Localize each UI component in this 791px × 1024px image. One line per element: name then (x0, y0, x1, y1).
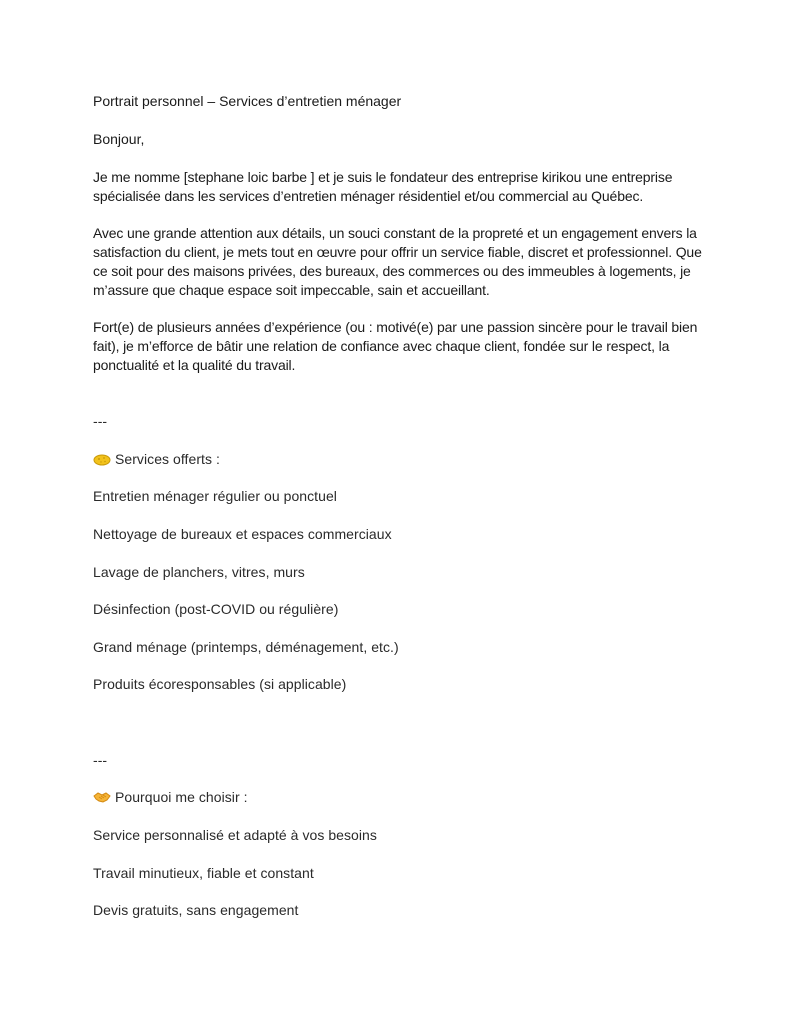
separator: --- (93, 752, 108, 768)
why-heading-label: Pourquoi me choisir : (115, 789, 248, 805)
services-heading (93, 450, 220, 469)
attention-paragraph: Avec une grande attention aux détails, un souci constant de la propreté et un engagement envers la satisfaction du client, je mets tout en œuvre pour offrir un service fiable, discret et professionnel. Que ce soit pour des maisons privées, des bureaux, des commerces ou des immeubles à logements, je m’assure que chaque espace soit impeccable, sain et accueillant. (93, 225, 702, 298)
list-item: Grand ménage (printemps, déménagement, etc.) (93, 639, 399, 655)
separator: --- (93, 413, 108, 429)
list-item: Produits écoresponsables (si applicable) (93, 676, 347, 692)
list-item: Devis gratuits, sans engagement (93, 902, 299, 918)
intro-paragraph: Je me nomme [stephane loic barbe ] et je suis le fondateur des entreprise kirikou une entreprise spécialisée dans les services d’entretien ménager résidentiel et/ou commercial au Québec. (93, 169, 673, 204)
list-item: Lavage de planchers, vitres, murs (93, 564, 305, 580)
greeting: Bonjour, (93, 131, 145, 147)
experience-paragraph: Fort(e) de plusieurs années d’expérience (ou : motivé(e) par une passion sincère pour le travail bien fait), je m’efforce de bâtir une relation de confiance avec chaque client, fondée sur le respect, la ponctualité et la qualité du travail. (93, 319, 698, 373)
handshake-icon (93, 790, 111, 804)
list-item: Nettoyage de bureaux et espaces commerciaux (93, 526, 392, 542)
list-item: Entretien ménager régulier ou ponctuel (93, 488, 337, 504)
sponge-icon (93, 452, 111, 466)
list-item: Service personnalisé et adapté à vos besoins (93, 827, 377, 843)
list-item: Désinfection (post-COVID ou régulière) (93, 601, 339, 617)
why-heading (93, 788, 248, 807)
services-heading-label: Services offerts : (115, 451, 220, 467)
list-item: Travail minutieux, fiable et constant (93, 865, 314, 881)
document-title: Portrait personnel – Services d’entretien ménager (93, 93, 402, 109)
